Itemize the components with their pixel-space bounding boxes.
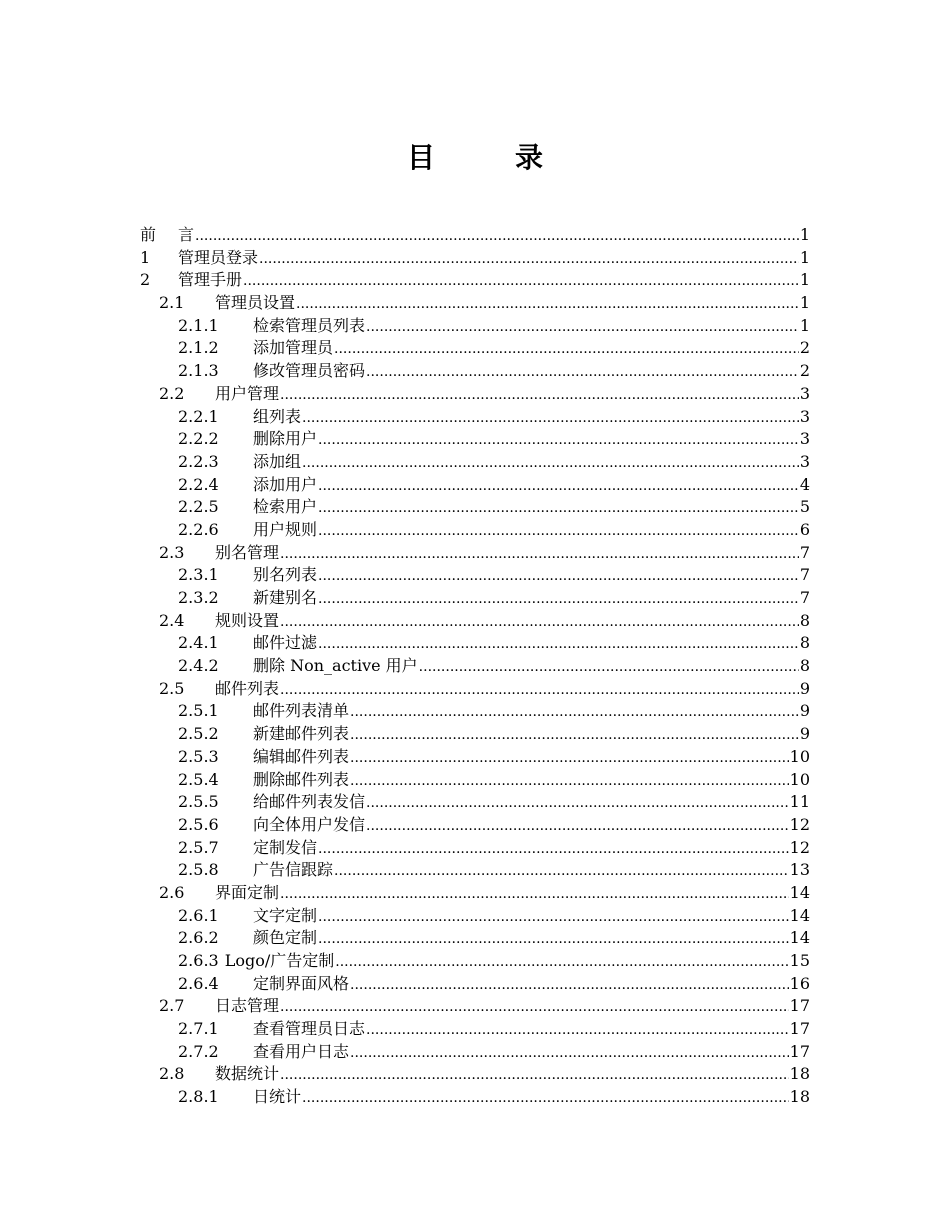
toc-entry-label: 组列表 <box>253 406 302 426</box>
toc-entry-page-number: 7 <box>799 565 810 585</box>
toc-entry-page-number: 9 <box>799 724 810 744</box>
toc-entry-number: 2.8 <box>159 1064 185 1084</box>
toc-entry[interactable] <box>140 950 810 973</box>
toc-entry-page-number: 1 <box>799 315 810 335</box>
toc-entry-label: 管理员设置 <box>215 293 296 313</box>
toc-entry-label: 管理手册 <box>178 270 243 290</box>
toc-entry[interactable] <box>140 292 810 315</box>
toc-entry[interactable] <box>140 746 810 769</box>
toc-dot-leader <box>318 633 799 656</box>
toc-entry[interactable] <box>140 769 810 792</box>
toc-dot-leader <box>350 770 789 793</box>
toc-entry-page-number: 8 <box>799 610 810 630</box>
toc-entry-number: 2.5.7 <box>178 837 219 857</box>
toc-entry-number: 2.2.2 <box>178 429 219 449</box>
toc-entry-page-number: 7 <box>799 588 810 607</box>
toc-entry-number: 2.2 <box>159 383 185 403</box>
toc-entry[interactable] <box>140 973 810 996</box>
toc-entry-label: 修改管理员密码 <box>253 361 366 381</box>
toc-entry-label: 查看管理员日志 <box>253 1019 366 1039</box>
toc-entry-label: 广告信跟踪 <box>253 860 334 880</box>
toc-entry-page-number: 14 <box>789 928 810 948</box>
toc-dot-leader <box>318 520 799 543</box>
toc-entry-number: 2.1.2 <box>178 338 219 358</box>
toc-entry[interactable] <box>140 837 810 860</box>
toc-entry[interactable] <box>140 723 810 746</box>
toc-entry-number: 2.1.3 <box>178 361 219 381</box>
toc-entry-page-number: 1 <box>799 293 810 313</box>
toc-entry-page-number: 6 <box>799 519 810 539</box>
toc-dot-leader <box>366 316 799 339</box>
toc-entry[interactable] <box>140 360 810 383</box>
toc-entry-page-number: 14 <box>789 882 810 902</box>
toc-entry-label: 文字定制 <box>253 905 318 925</box>
toc-entry-label: 邮件过滤 <box>253 633 318 653</box>
toc-dot-leader <box>280 543 799 566</box>
toc-entry-label: 界面定制 <box>215 882 280 902</box>
toc-entry[interactable] <box>140 1018 810 1041</box>
toc-entry[interactable] <box>140 428 810 451</box>
toc-entry-label: 言 <box>178 225 195 244</box>
toc-entry-label: Logo/广告定制 <box>224 951 335 970</box>
toc-entry[interactable] <box>140 655 810 678</box>
toc-entry[interactable] <box>140 383 810 406</box>
toc-entry-number: 2.5 <box>159 678 185 698</box>
toc-dot-leader <box>280 611 799 634</box>
toc-entry[interactable] <box>140 474 810 497</box>
toc-entry-label: 添加管理员 <box>253 338 334 358</box>
toc-dot-leader <box>366 815 789 838</box>
toc-dot-leader <box>302 1087 789 1110</box>
toc-entry-label: 检索用户 <box>253 497 318 517</box>
toc-dot-leader <box>318 928 789 951</box>
toc-dot-leader <box>318 497 799 520</box>
toc-entry-label: 新建邮件列表 <box>253 724 350 744</box>
toc-entry[interactable] <box>140 247 810 270</box>
toc-entry-number: 2.1 <box>159 293 185 313</box>
toc-entry-label: 向全体用户发信 <box>253 814 366 834</box>
toc-entry-number: 2.4.1 <box>178 633 219 653</box>
toc-entry-page-number: 1 <box>799 225 810 244</box>
toc-entry-label: 删除邮件列表 <box>253 769 350 789</box>
toc-dot-leader <box>280 996 789 1019</box>
toc-entry-label: 定制发信 <box>253 837 318 857</box>
toc-entry-label: 用户管理 <box>215 383 280 403</box>
toc-entry-page-number: 1 <box>799 247 810 267</box>
toc-entry[interactable] <box>140 678 810 701</box>
toc-entry-page-number: 10 <box>789 769 810 789</box>
toc-entry[interactable] <box>140 791 810 814</box>
toc-entry-page-number: 1 <box>799 270 810 290</box>
toc-entry-number: 2.3.2 <box>178 588 219 607</box>
toc-entry-page-number: 10 <box>789 746 810 766</box>
toc-entry-page-number: 17 <box>789 1019 810 1039</box>
toc-dot-leader <box>366 1019 789 1042</box>
toc-entry-number: 2.3 <box>159 542 185 562</box>
toc-entry-label: 邮件列表 <box>215 678 280 698</box>
toc-entry-page-number: 18 <box>789 1087 810 1107</box>
toc-dot-leader <box>296 293 799 316</box>
toc-entry-page-number: 3 <box>799 383 810 403</box>
toc-entry-number: 2.5.5 <box>178 792 219 812</box>
toc-entry[interactable] <box>140 519 810 542</box>
toc-entry-number: 2.2.3 <box>178 451 219 471</box>
toc-entry-page-number: 17 <box>789 996 810 1016</box>
toc-entry-number: 2.4.2 <box>178 656 219 676</box>
toc-entry-number: 2.5.6 <box>178 814 219 834</box>
toc-entry-label: 日志管理 <box>215 996 280 1016</box>
toc-entry-label: 定制界面风格 <box>253 973 350 993</box>
toc-entry-page-number: 7 <box>799 542 810 562</box>
toc-entry-label: 别名管理 <box>215 542 280 562</box>
toc-entry-page-number: 12 <box>789 814 810 834</box>
toc-entry[interactable] <box>140 995 810 1018</box>
table-of-contents <box>140 224 810 1109</box>
toc-dot-leader <box>335 951 788 974</box>
toc-entry-number: 2.5.4 <box>178 769 219 789</box>
toc-entry-number: 2.5.8 <box>178 860 219 880</box>
toc-entry-number: 2 <box>140 270 151 290</box>
toc-entry[interactable] <box>140 882 810 905</box>
toc-title: 目 录 <box>406 141 569 174</box>
toc-entry-page-number: 3 <box>799 429 810 449</box>
toc-entry-page-number: 3 <box>799 451 810 471</box>
toc-entry[interactable] <box>140 700 810 723</box>
toc-entry-label: 添加用户 <box>253 474 318 494</box>
toc-entry-label: 管理员登录 <box>178 247 259 267</box>
toc-entry-number: 2.2.4 <box>178 474 219 494</box>
toc-dot-leader <box>318 588 799 611</box>
toc-entry[interactable] <box>140 269 810 292</box>
toc-entry-number: 2.4 <box>159 610 185 630</box>
toc-dot-leader <box>318 565 799 588</box>
toc-entry[interactable] <box>140 905 810 928</box>
toc-entry[interactable] <box>140 224 810 247</box>
toc-dot-leader <box>302 407 799 430</box>
toc-entry-page-number: 5 <box>799 497 810 517</box>
toc-entry[interactable] <box>140 542 810 565</box>
toc-entry-page-number: 14 <box>789 905 810 925</box>
toc-entry[interactable] <box>140 927 810 950</box>
toc-entry[interactable] <box>140 1063 810 1086</box>
toc-entry-label: 规则设置 <box>215 610 280 630</box>
toc-dot-leader <box>366 792 789 815</box>
toc-entry-page-number: 2 <box>799 361 810 381</box>
toc-entry-label: 日统计 <box>253 1087 302 1107</box>
toc-dot-leader <box>243 270 799 293</box>
toc-entry-number: 2.2.1 <box>178 406 219 426</box>
toc-entry-number: 2.3.1 <box>178 565 219 585</box>
toc-dot-leader <box>302 452 799 475</box>
toc-dot-leader <box>280 883 789 906</box>
toc-dot-leader <box>334 338 799 361</box>
toc-dot-leader <box>334 860 789 883</box>
toc-entry-page-number: 18 <box>789 1064 810 1084</box>
toc-entry-number: 2.6.2 <box>178 928 219 948</box>
toc-dot-leader <box>366 361 799 384</box>
toc-entry[interactable] <box>140 496 810 519</box>
toc-entry-label: 查看用户日志 <box>253 1041 350 1061</box>
toc-entry-number: 2.5.3 <box>178 746 219 766</box>
toc-dot-leader <box>318 429 799 452</box>
toc-dot-leader <box>350 1042 789 1065</box>
toc-entry[interactable] <box>140 315 810 338</box>
toc-entry[interactable] <box>140 587 810 610</box>
toc-entry-label: 新建别名 <box>253 588 318 607</box>
toc-dot-leader <box>318 838 789 861</box>
toc-dot-leader <box>280 384 799 407</box>
toc-entry-label: 给邮件列表发信 <box>253 792 366 812</box>
toc-dot-leader <box>350 701 799 724</box>
toc-entry-page-number: 16 <box>789 973 810 993</box>
toc-dot-leader <box>350 747 789 770</box>
toc-entry-label: 编辑邮件列表 <box>253 746 350 766</box>
toc-entry-page-number: 4 <box>799 474 810 494</box>
toc-entry-number: 2.7 <box>159 996 185 1016</box>
toc-entry-page-number: 2 <box>799 338 810 358</box>
toc-entry-label: 删除用户 <box>253 429 318 449</box>
toc-entry-number: 1 <box>140 247 151 267</box>
toc-entry-number: 2.6.4 <box>178 973 219 993</box>
toc-entry-label: 检索管理员列表 <box>253 315 366 335</box>
toc-entry-label: 用户规则 <box>253 519 318 539</box>
toc-entry[interactable] <box>140 632 810 655</box>
toc-entry[interactable] <box>140 610 810 633</box>
toc-dot-leader <box>195 225 799 248</box>
toc-entry-number: 前 <box>140 225 157 244</box>
toc-entry-number: 2.6.3 <box>178 951 219 970</box>
toc-entry-number: 2.2.5 <box>178 497 219 517</box>
toc-entry-label: 添加组 <box>253 451 302 471</box>
toc-entry-page-number: 11 <box>789 792 810 812</box>
toc-entry[interactable] <box>140 859 810 882</box>
toc-entry[interactable] <box>140 337 810 360</box>
toc-entry-label: 邮件列表清单 <box>253 701 350 721</box>
toc-entry-number: 2.1.1 <box>178 315 219 335</box>
toc-entry-number: 2.2.6 <box>178 519 219 539</box>
toc-entry[interactable] <box>140 1041 810 1064</box>
toc-entry-number: 2.6 <box>159 882 185 902</box>
toc-entry-label: 颜色定制 <box>253 928 318 948</box>
toc-entry-number: 2.5.1 <box>178 701 219 721</box>
toc-entry-page-number: 8 <box>799 656 810 676</box>
toc-entry-page-number: 9 <box>799 678 810 698</box>
toc-entry[interactable] <box>140 814 810 837</box>
toc-entry[interactable] <box>140 406 810 429</box>
toc-entry-number: 2.5.2 <box>178 724 219 744</box>
toc-entry[interactable] <box>140 564 810 587</box>
toc-entry-number: 2.6.1 <box>178 905 219 925</box>
toc-entry-page-number: 12 <box>789 837 810 857</box>
toc-dot-leader <box>419 656 799 679</box>
toc-dot-leader <box>318 475 799 498</box>
toc-entry-number: 2.8.1 <box>178 1087 219 1107</box>
toc-dot-leader <box>350 974 789 997</box>
toc-entry-page-number: 3 <box>799 406 810 426</box>
toc-entry-number: 2.7.1 <box>178 1019 219 1039</box>
toc-entry-page-number: 15 <box>789 951 810 970</box>
toc-dot-leader <box>280 679 799 702</box>
toc-dot-leader <box>280 1064 789 1087</box>
toc-entry-label: 删除 Non_active 用户 <box>253 656 418 676</box>
toc-entry-page-number: 9 <box>799 701 810 721</box>
toc-dot-leader <box>259 248 799 271</box>
toc-entry-label: 别名列表 <box>253 565 318 585</box>
toc-entry-page-number: 8 <box>799 633 810 653</box>
toc-entry[interactable] <box>140 1086 810 1109</box>
toc-entry-number: 2.7.2 <box>178 1041 219 1061</box>
toc-entry[interactable] <box>140 451 810 474</box>
toc-dot-leader <box>350 724 799 747</box>
toc-entry-page-number: 13 <box>789 860 810 880</box>
toc-entry-page-number: 17 <box>789 1041 810 1061</box>
toc-dot-leader <box>318 906 789 929</box>
toc-entry-label: 数据统计 <box>215 1064 280 1084</box>
